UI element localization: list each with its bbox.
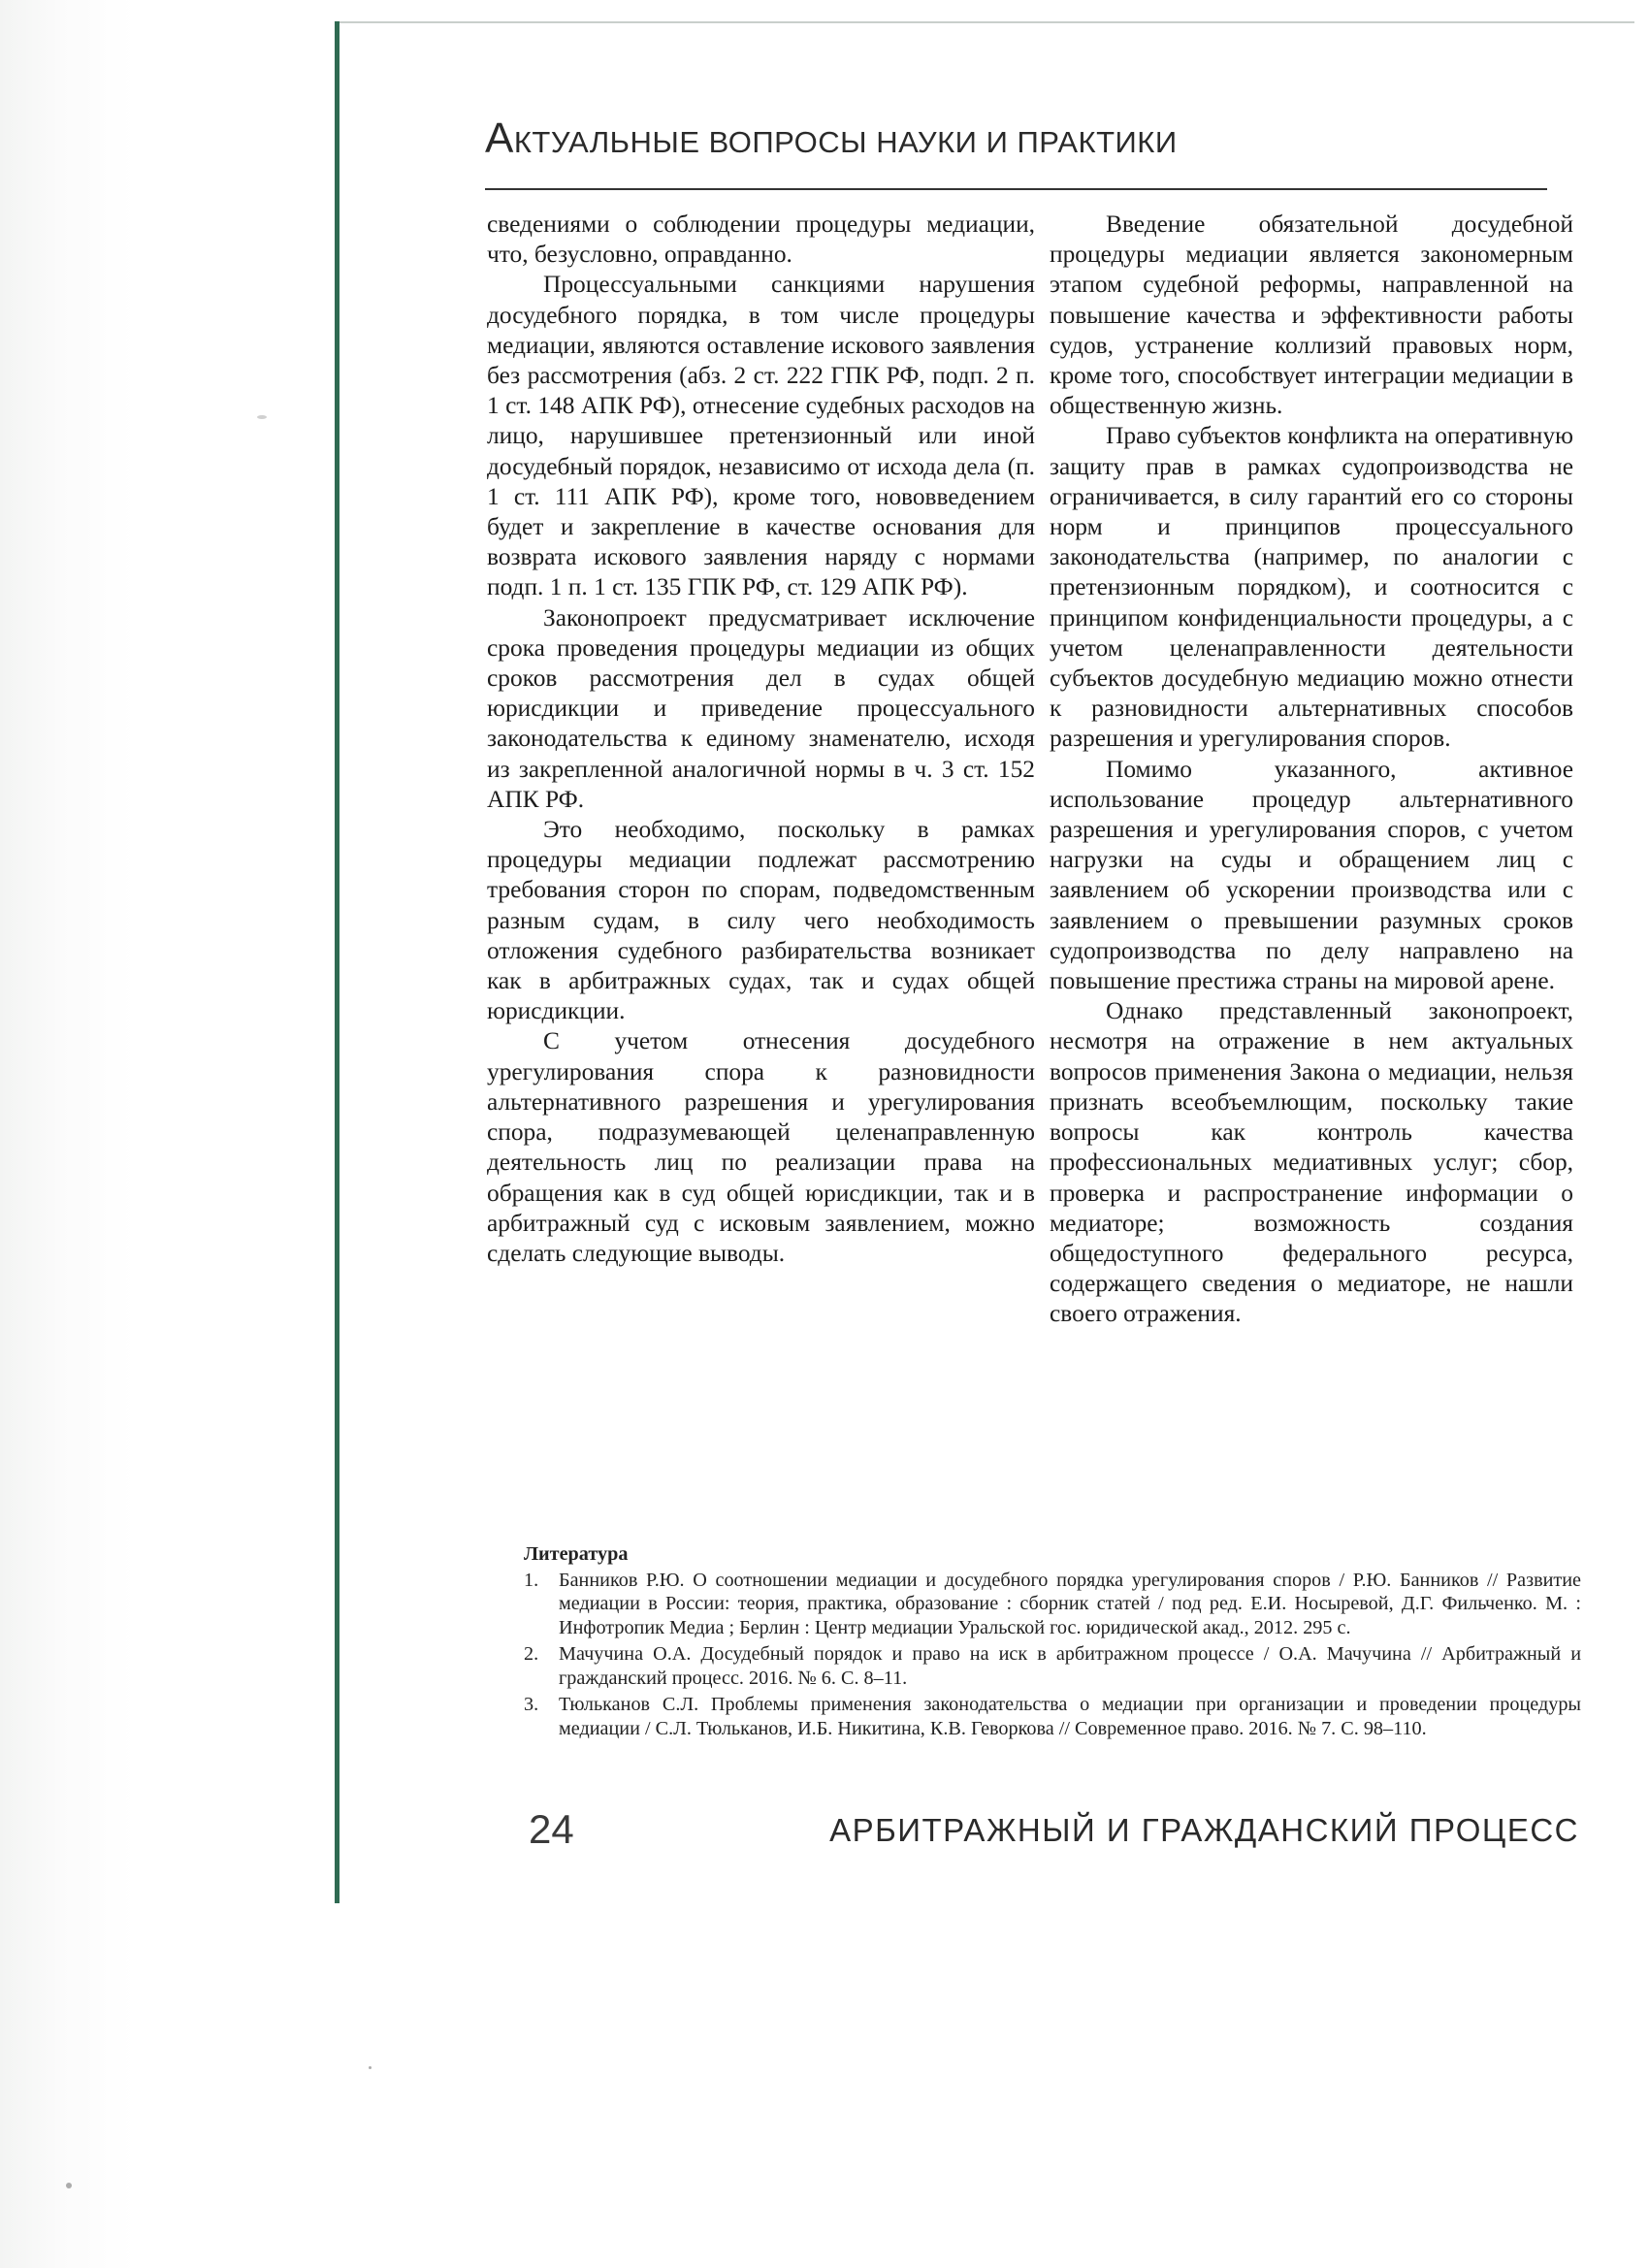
scan-speck bbox=[257, 415, 267, 419]
paragraph: Однако представленный законопроект, несмотря на отражение в нем актуальных вопросов применения Закона о медиации, нельзя признать всеобъемлющим, поскольку такие вопросы как контроль качества профессиональных медиативных услуг; сбор, проверка и распространение информации о медиаторе; возможность создания общедоступного федерального ресурса, содержащего сведения о медиаторе, не нашли своего отражения. bbox=[1050, 997, 1573, 1328]
paragraph: Процессуальными санкциями нарушения досудебного порядка, в том числе процедуры медиации, являются оставление искового заявления без рассмотрения (абз. 2 ст. 222 ГПК РФ, подп. 2 п. 1 ст. 148 АПК РФ), отнесение судебных расходов на лицо, нарушившее претензионный или иной досудебный порядок, независимо от исхода дела (п. 1 ст. 111 АПК РФ), кроме того, нововведением будет и закрепление в качестве основания для возврата искового заявления наряду с нормами подп. 1 п. 1 ст. 135 ГПК РФ, ст. 129 АПК РФ). bbox=[487, 271, 1035, 601]
page-top-edge bbox=[335, 21, 1634, 23]
paragraph: Помимо указанного, активное использование процедур альтернативного разрешения и урегулирования споров, с учетом нагрузки на суды и обращением лиц с заявлением об ускорении производства или с заявлением о превышении разумных сроков судопроизводства по делу направлено на повышение престижа страны на мировой арене. bbox=[1050, 755, 1573, 995]
header-rest: КТУАЛЬНЫЕ ВОПРОСЫ НАУКИ И ПРАКТИКИ bbox=[513, 125, 1178, 159]
reference-item bbox=[524, 1693, 1581, 1740]
header-rule bbox=[485, 188, 1547, 190]
paragraph: Право субъектов конфликта на оперативную защиту прав в рамках судопроизводства не ограничивается, в силу гарантий его со стороны норм и принципов процессуального законодательства (например, по аналогии с претензионным порядком), и соотносится с принципом конфиденциальности процедуры, а с учетом целенаправленности деятельности субъектов досудебную медиацию можно отнести к разновидности альтернативных способов разрешения и урегулирования споров. bbox=[1050, 422, 1573, 753]
scan-speck bbox=[66, 2183, 72, 2188]
scan-speck bbox=[369, 2066, 372, 2069]
paragraph: сведениями о соблюдении процедуры медиации, что, безусловно, оправданно. bbox=[487, 211, 1035, 269]
paragraph: Введение обязательной досудебной процедуры медиации является закономерным этапом судебной реформы, направленной на повышение качества и эффективности работы судов, устранение коллизий правовых норм, кроме того, способствует интеграции медиации в общественную жизнь. bbox=[1050, 211, 1573, 420]
header-initial: А bbox=[485, 114, 514, 162]
journal-title: АРБИТРАЖНЫЙ И ГРАЖДАНСКИЙ ПРОЦЕСС bbox=[829, 1812, 1579, 1848]
left-column bbox=[487, 210, 1035, 1269]
green-spine-edge bbox=[335, 21, 340, 1903]
reference-number: 3. bbox=[524, 1694, 539, 1715]
reference-number: 2. bbox=[524, 1643, 539, 1665]
page-number: 24 bbox=[529, 1806, 574, 1852]
running-header bbox=[485, 114, 1178, 163]
paragraph: Законопроект предусматривает исключение срока проведения процедуры медиации из общих сроков рассмотрения дел в судах общей юрисдикции и приведение процессуального законодательства к единому знаменателю, исходя из закрепленной аналогичной нормы в ч. 3 ст. 152 АПК РФ. bbox=[487, 603, 1035, 813]
references bbox=[524, 1542, 1581, 1743]
reference-number: 1. bbox=[524, 1569, 539, 1591]
reference-text: Мачучина О.А. Досудебный порядок и право на иск в арбитражном процессе / О.А. Мачучина // Арбитражный и гражданский процесс. 2016. № 6. С. 8–11. bbox=[559, 1643, 1581, 1689]
reference-item bbox=[524, 1569, 1581, 1640]
reference-item bbox=[524, 1642, 1581, 1690]
paragraph: Это необходимо, поскольку в рамках процедуры медиации подлежат рассмотрению требования сторон по спорам, подведомственным разным судам, в силу чего необходимость отложения судебного разбирательства возникает как в арбитражных судах, так и судах общей юрисдикции. bbox=[487, 816, 1035, 1025]
references-title: Литература bbox=[524, 1543, 629, 1565]
reference-text: Тюльканов С.Л. Проблемы применения законодательства о медиации при организации и проведении процедуры медиации / С.Л. Тюльканов, И.Б. Никитина, К.В. Геворкова // Современное право. 2016. № 7. С. 98–110. bbox=[559, 1694, 1581, 1739]
paragraph: С учетом отнесения досудебного урегулирования спора к разновидности альтернативного разрешения и урегулирования спора, подразумевающей целенаправленную деятельность лиц по реализации права на обращения как в суд общей юрисдикции, так и в арбитражный суд с исковым заявлением, можно сделать следующие выводы. bbox=[487, 1027, 1035, 1267]
right-column bbox=[1050, 210, 1573, 1330]
reference-text: Банников Р.Ю. О соотношении медиации и досудебного порядка урегулирования споров / Р.Ю. Банников // Развитие медиации в России: теория, практика, образование : сборник статей / под ред. Е.И. Носыревой, Д.Г. Фильченко. М. : Инфотропик Медиа ; Берлин : Центр медиации Уральской гос. юридической акад., 2012. 295 с. bbox=[559, 1569, 1581, 1638]
